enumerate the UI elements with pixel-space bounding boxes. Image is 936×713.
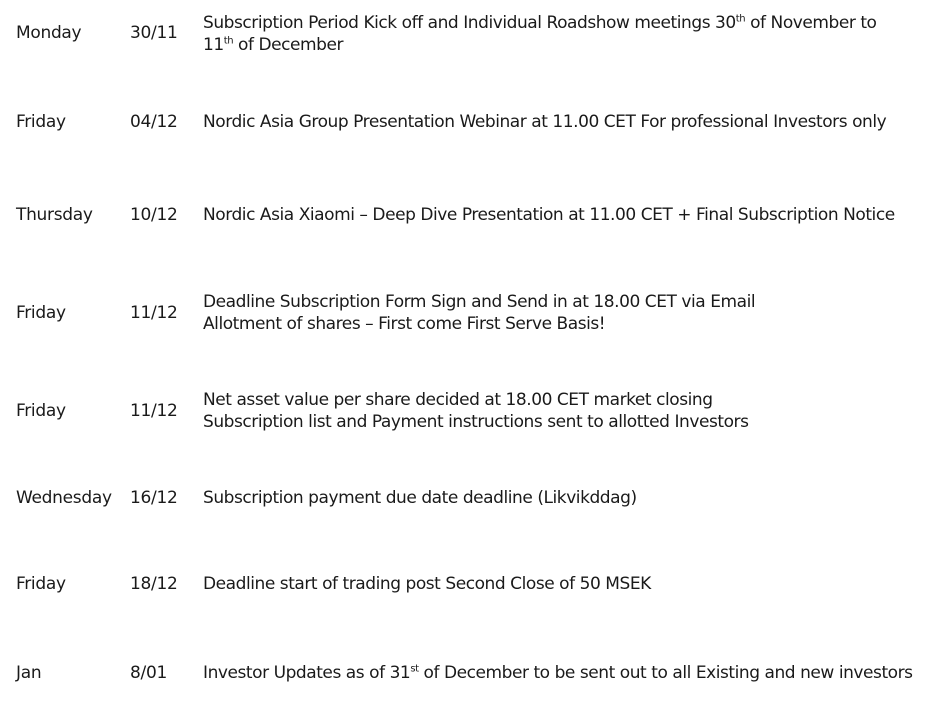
date-cell: 18/12: [130, 574, 178, 594]
day-cell: Friday: [16, 303, 66, 323]
event-description: [203, 389, 748, 433]
event-line: Nordic Asia Group Presentation Webinar at 11.00 CET For professional Investors only: [203, 112, 887, 132]
event-description: [203, 291, 755, 335]
day-cell: Friday: [16, 401, 66, 421]
event-description: [203, 204, 895, 226]
date-cell: 04/12: [130, 112, 178, 132]
day-cell: Wednesday: [16, 488, 112, 508]
event-line: Nordic Asia Xiaomi – Deep Dive Presentation at 11.00 CET + Final Subscription Notice: [203, 205, 895, 225]
event-text: 11: [203, 35, 224, 55]
event-line: Deadline Subscription Form Sign and Send in at 18.00 CET via Email: [203, 292, 756, 312]
event-description: [203, 573, 651, 595]
event-description: [203, 662, 913, 684]
date-cell: 11/12: [130, 401, 178, 421]
event-description: [203, 487, 637, 509]
ordinal-suffix: th: [223, 35, 234, 47]
day-cell: Friday: [16, 112, 66, 132]
event-text: Investor Updates as of 31: [203, 663, 411, 683]
day-cell: Friday: [16, 574, 66, 594]
event-line: [203, 34, 877, 56]
event-text: Subscription Period Kick off and Individual Roadshow meetings 30: [203, 13, 736, 33]
date-cell: 30/11: [130, 23, 178, 43]
event-description: [203, 12, 877, 56]
event-text: of November to: [745, 13, 877, 33]
date-cell: 11/12: [130, 303, 178, 323]
day-cell: Jan: [16, 663, 42, 683]
day-cell: Monday: [16, 23, 82, 43]
event-line: [203, 12, 877, 34]
date-cell: 10/12: [130, 205, 178, 225]
event-line: [203, 662, 913, 684]
event-line: Subscription list and Payment instructions sent to allotted Investors: [203, 412, 749, 432]
event-description: [203, 111, 886, 133]
ordinal-suffix: th: [735, 13, 746, 25]
day-cell: Thursday: [16, 205, 93, 225]
ordinal-suffix: st: [410, 663, 419, 675]
event-line: Subscription payment due date deadline (Likvikddag): [203, 488, 637, 508]
date-cell: 8/01: [130, 663, 167, 683]
date-cell: 16/12: [130, 488, 178, 508]
event-text: of December: [233, 35, 344, 55]
event-line: Deadline start of trading post Second Close of 50 MSEK: [203, 574, 651, 594]
event-line: Net asset value per share decided at 18.00 CET market closing: [203, 390, 713, 410]
event-line: Allotment of shares – First come First Serve Basis!: [203, 314, 606, 334]
event-text: of December to be sent out to all Existing and new investors: [418, 663, 913, 683]
